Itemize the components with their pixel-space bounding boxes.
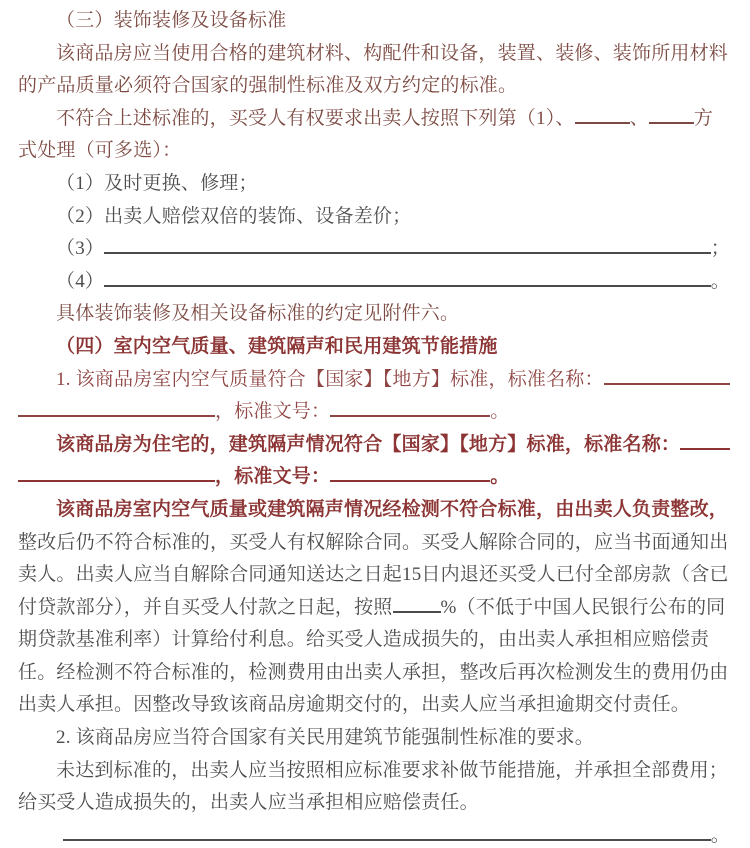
option-2 (18, 201, 730, 234)
blank-field-standard-name-2b[interactable] (18, 480, 215, 482)
option-1 (18, 168, 730, 201)
clause-detection-text6: 任。经检测不符合标准的，检测费用由出卖人承担，整改后再次检测发生的费用仍由 (18, 661, 729, 683)
clause-detection-text1: 该商品房室内空气质量或建筑隔声情况经检测不符合标准，由出卖人负责整改， (56, 498, 729, 520)
clause-detection-text7: 出卖人承担。因整改导致该商品房逾期交付的，出卖人应当承担逾期交付责任。 (18, 694, 691, 716)
clause-air-quality-text1: 1. 该商品房室内空气质量符合【国家】【地方】标准，标准名称： (56, 368, 604, 390)
clause-energy-line2 (18, 755, 730, 788)
blank-field-interest-rate[interactable] (393, 611, 441, 613)
note-attachment-6-text: 具体装饰装修及相关设备标准的约定见附件六。 (56, 303, 460, 325)
blank-field-remedy-2[interactable] (649, 122, 694, 124)
clause-detection-text5: 期贷款基准利率）计算给付利息。给买受人造成损失的，由出卖人承担相应赔偿责 (18, 629, 710, 651)
clause-detection-line1 (18, 494, 730, 527)
section-3-heading-text: （三）装饰装修及设备标准 (56, 10, 287, 31)
clause-detection-line5 (18, 624, 730, 657)
para-materials-line2 (18, 70, 730, 103)
clause-detection-line3 (18, 559, 730, 592)
para-remedy-text1: 不符合上述标准的，买受人有权要求出卖人按照下列第（1）、 (56, 107, 575, 129)
clause-detection-text3: 卖人。出卖人应当自解除合同通知送达之日起15日内退还买受人已付全部房款（含已 (18, 564, 729, 586)
bottom-blank-punct: 。 (710, 824, 730, 846)
clause-air-quality-text2: ，标准文号： (215, 401, 331, 423)
clause-air-quality-line1 (18, 364, 730, 397)
blank-field-bottom[interactable] (63, 839, 711, 841)
clause-air-quality-line2 (18, 396, 730, 429)
blank-field-option-3[interactable] (104, 252, 711, 254)
section-4-heading-text: （四）室内空气质量、建筑隔声和民用建筑节能措施 (56, 335, 498, 357)
option-4-punct: 。 (710, 270, 730, 292)
clause-energy-text1: 2. 该商品房应当符合国家有关民用建筑节能强制性标准的要求。 (56, 727, 595, 749)
para-materials-line1 (18, 38, 730, 71)
clause-detection-text4b: %（不低于中国人民银行公布的同 (440, 596, 726, 618)
clause-air-quality-punct: 。 (490, 401, 510, 423)
blank-field-standard-name-1b[interactable] (18, 415, 215, 417)
clause-detection-line4 (18, 592, 730, 625)
option-3 (18, 233, 730, 266)
clause-sound-insulation-punct: 。 (490, 466, 510, 488)
para-materials-text2: 的产品质量必须符合国家的强制性标准及双方约定的标准。 (18, 75, 518, 97)
blank-field-standard-name-1[interactable] (604, 383, 730, 385)
blank-field-option-4[interactable] (104, 285, 711, 287)
blank-field-remedy-1[interactable] (575, 122, 630, 124)
blank-field-standard-no-1[interactable] (330, 415, 490, 417)
para-remedy-text3: 式处理（可多选）： (18, 140, 182, 162)
clause-energy-line3 (18, 787, 730, 820)
option-4 (18, 266, 730, 299)
para-remedy-text2: 方 (693, 107, 714, 129)
clause-detection-text4a: 付贷款部分），并自买受人付款之日起，按照 (18, 596, 393, 618)
option-4-label: （4） (56, 270, 105, 292)
option-2-text: （2）出卖人赔偿双倍的装饰、设备差价； (56, 205, 412, 227)
clause-energy-text3: 给买受人造成损失的，出卖人应当承担相应赔偿责任。 (18, 792, 479, 814)
clause-detection-text2: 整改后仍不符合标准的，买受人有权解除合同。买受人解除合同的，应当书面通知出 (18, 531, 729, 553)
section-4-heading (18, 331, 730, 364)
clause-energy-text2: 未达到标准的，出卖人应当按照相应标准要求补做节能措施，并承担全部费用； (56, 759, 729, 781)
blank-field-standard-no-2[interactable] (330, 480, 490, 482)
option-1-text: （1）及时更换、修理； (56, 172, 258, 194)
clause-sound-insulation-line1 (18, 429, 730, 462)
section-3-heading (18, 5, 730, 38)
para-remedy-line2 (18, 135, 730, 168)
clause-sound-insulation-text2: ，标准文号： (215, 466, 331, 488)
clause-detection-line7 (18, 689, 730, 722)
bottom-blank-line (18, 820, 730, 848)
clause-detection-line2 (18, 527, 730, 560)
clause-energy-line1 (18, 722, 730, 755)
para-materials-text1: 该商品房应当使用合格的建筑材料、构配件和设备，装置、装修、装饰所用材料 (56, 42, 729, 64)
option-3-punct: ； (710, 238, 730, 260)
note-attachment-6 (18, 298, 730, 331)
clause-sound-insulation-text1: 该商品房为住宅的，建筑隔声情况符合【国家】【地方】标准，标准名称： (56, 433, 681, 455)
clause-sound-insulation-line2 (18, 461, 730, 494)
blank-field-standard-name-2[interactable] (680, 448, 730, 450)
para-remedy-separator: 、 (629, 107, 649, 129)
clause-detection-line6 (18, 657, 730, 690)
option-3-label: （3） (56, 238, 105, 260)
para-remedy-line1 (18, 103, 730, 136)
